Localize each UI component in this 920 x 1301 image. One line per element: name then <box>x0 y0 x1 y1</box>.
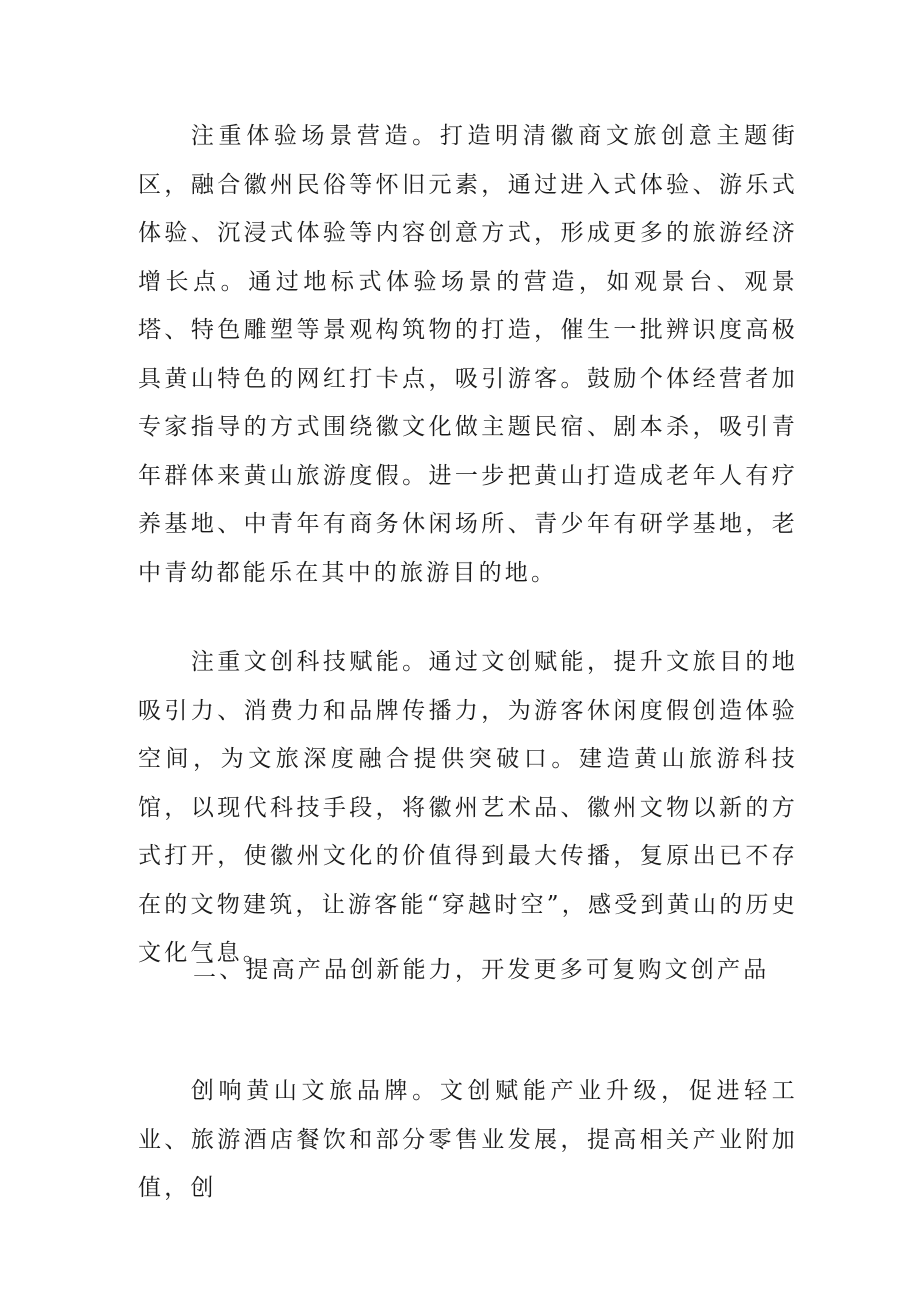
section-heading: 二、提高产品创新能力，开发更多可复购文创产品 <box>193 957 770 983</box>
paragraph-experience-scenes: 注重体验场景营造。打造明清徽商文旅创意主题街区，融合徽州民俗等怀旧元素，通过进入式体验、游乐式体验、沉浸式体验等内容创意方式，形成更多的旅游经济增长点。通过地标式体验场景的营造，如观景台、观景塔、特色雕塑等景观构筑物的打造，催生一批辨识度高极具黄山特色的网红打卡点，吸引游客。鼓励个体经营者加专家指导的方式围绕徽文化做主题民宿、剧本杀，吸引青年群体来黄山旅游度假。进一步把黄山打造成老年人有疗养基地、中青年有商务休闲场所、青少年有研学基地，老中青幼都能乐在其中的旅游目的地。 <box>138 123 798 586</box>
paragraph-cultural-tech: 注重文创科技赋能。通过文创赋能，提升文旅目的地吸引力、消费力和品牌传播力，为游客休闲度假创造体验空间，为文旅深度融合提供突破口。建造黄山旅游科技馆，以现代科技手段，将徽州艺术品、徽州文物以新的方式打开，使徽州文化的价值得到最大传播，复原出已不存在的文物建筑，让游客能“穿越时空”，感受到黄山的历史文化气息。 <box>138 649 798 966</box>
paragraph-brand: 创响黄山文旅品牌。文创赋能产业升级，促进轻工业、旅游酒店餐饮和部分零售业发展，提高相关产业附加值，创 <box>138 1078 798 1201</box>
